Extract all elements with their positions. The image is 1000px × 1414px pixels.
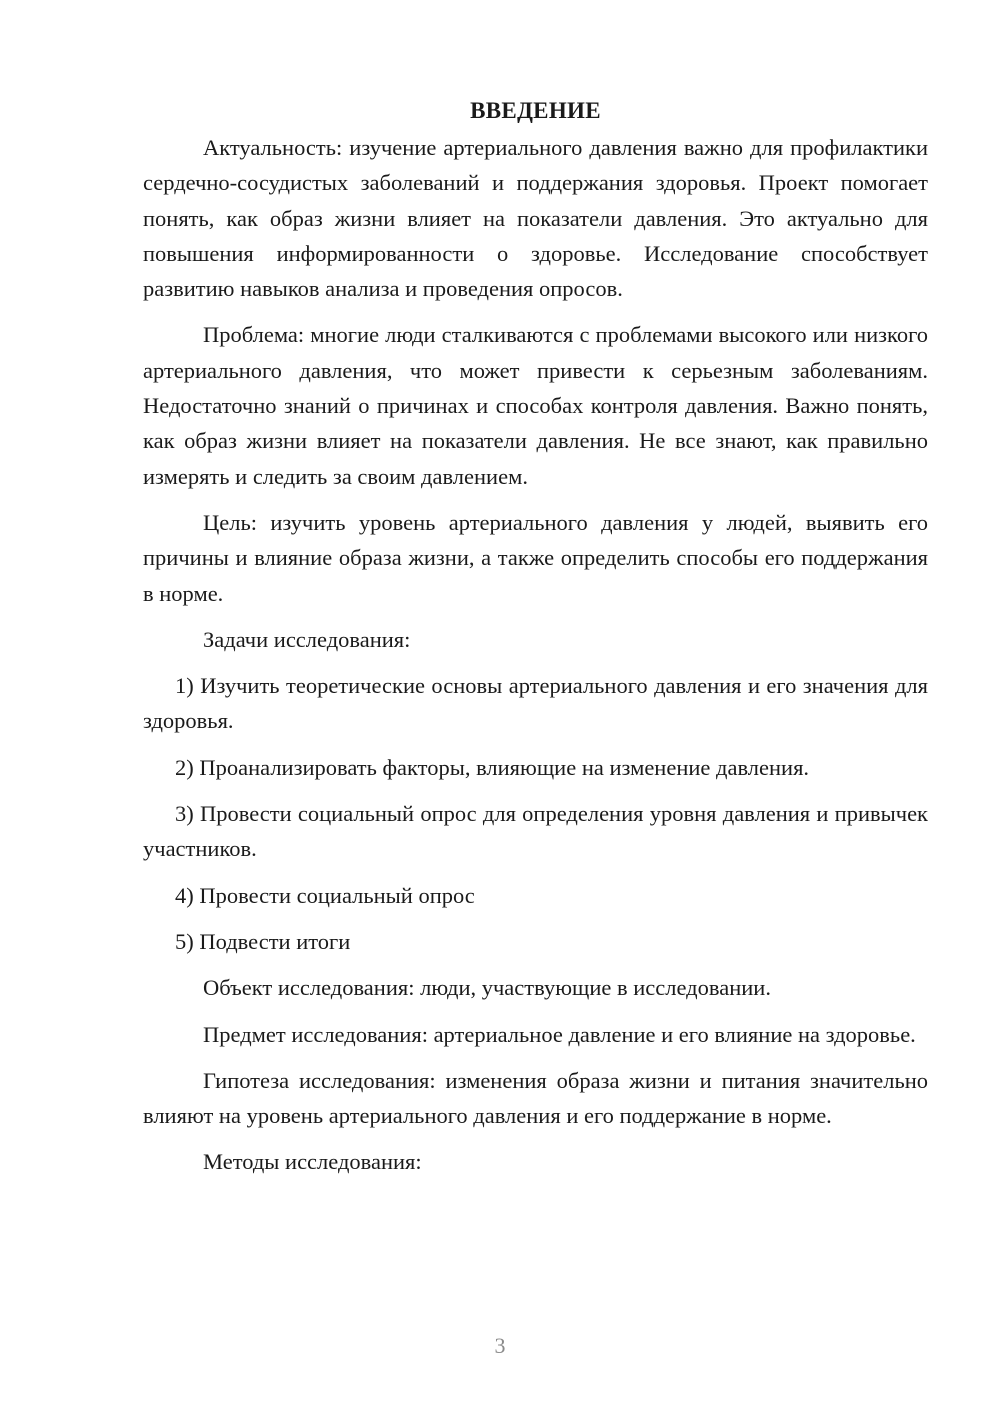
task-item: 1) Изучить теоретические основы артериального давления и его значения для здоровья. [143,673,928,734]
relevance-paragraph: Актуальность: изучение артериального давления важно для профилактики сердечно-сосудистых заболеваний и поддержания здоровья. Проект помогает понять, как образ жизни влияет на показатели давления. Это актуально для повышения информированности о здоровье. Исследование способствует развитию навыков анализа и проведения опросов. [143,135,928,302]
page-title: ВВЕДЕНИЕ [470,98,601,123]
document-page [143,96,928,1191]
problem-paragraph: Проблема: многие люди сталкиваются с проблемами высокого или низкого артериального давления, что может привести к серьезным заболеваниям. Недостаточно знаний о причинах и способах контроля давления. Важно понять, как образ жизни влияет на показатели давления. Не все знают, как правильно измерять и следить за своим давлением. [143,322,928,489]
methods-heading: Методы исследования: [203,1149,422,1175]
research-subject-paragraph: Предмет исследования: артериальное давление и его влияние на здоровье. [203,1021,916,1047]
task-item: 4) Провести социальный опрос [175,882,475,908]
tasks-heading: Задачи исследования: [203,626,411,652]
hypothesis-paragraph: Гипотеза исследования: изменения образа жизни и питания значительно влияют на уровень артериального давления и его поддержание в норме. [143,1067,928,1129]
task-item: 5) Подвести итоги [175,928,351,954]
page-number: 3 [494,1333,506,1358]
research-object-paragraph: Объект исследования: люди, участвующие в исследовании. [203,975,771,1001]
task-item: 3) Провести социальный опрос для определения уровня давления и привычек участников. [143,801,928,862]
task-item: 2) Проанализировать факторы, влияющие на изменение давления. [175,754,810,780]
goal-paragraph: Цель: изучить уровень артериального давления у людей, выявить его причины и влияние образа жизни, а также определить способы его поддержания в норме. [143,509,928,606]
